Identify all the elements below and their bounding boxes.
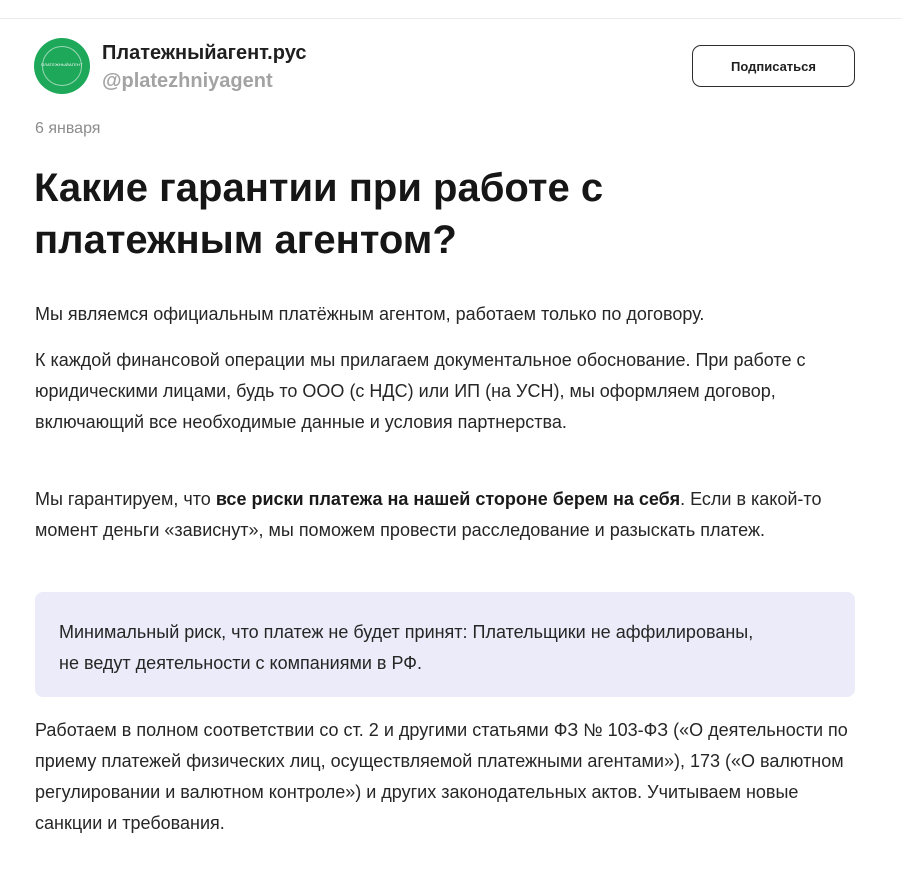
guarantee-highlight: все риски платежа на нашей стороне берем на себя [215, 489, 681, 509]
risk-callout-text: Минимальный риск, что платеж не будет принят: Плательщики не аффилированы, не ведут деятельности с компаниями в РФ. [59, 622, 754, 673]
author-text [102, 38, 306, 96]
guarantee-text-start: Мы гарантируем, что [35, 489, 216, 509]
author-avatar[interactable] [34, 38, 90, 94]
author-handle[interactable]: @platezhniyagent [102, 70, 273, 92]
avatar-logo-text: ПЛАТЕЖНЫЙАГЕНТ [41, 62, 83, 67]
risk-callout [35, 592, 855, 697]
paragraph-official-agent: Мы являемся официальным платёжным агентом, работаем только по договору. [35, 304, 705, 324]
paragraph-documents: К каждой финансовой операции мы прилагаем документальное обоснование. При работе с юридическими лицами, будь то ООО (с НДС) или ИП (на УСН), мы оформляем договор, включающий все необходимые данные и условия партнерства. [35, 350, 806, 432]
header-divider [0, 18, 902, 19]
post-title: Какие гарантии при работе с платежным агентом? [34, 166, 604, 262]
guarantee-text-end: . Если в какой-то момент деньги «зависнут», мы поможем провести расследование и разыскать платеж. [35, 489, 822, 540]
paragraph-guarantee [35, 484, 855, 546]
post-date: 6 января [35, 120, 101, 137]
subscribe-button[interactable]: Подписаться [692, 45, 855, 87]
paragraph-law-compliance: Работаем в полном соответствии со ст. 2 и другими статьями ФЗ № 103-ФЗ («О деятельности по приему платежей физических лиц, осуществляемой платежными агентами»), 173 («О валютном регулировании и валютном контроле») и других законодательных актов. Учитываем новые санкции и требования. [35, 720, 848, 833]
author-block [34, 38, 306, 96]
author-name[interactable]: Платежныйагент.рус [102, 42, 307, 64]
